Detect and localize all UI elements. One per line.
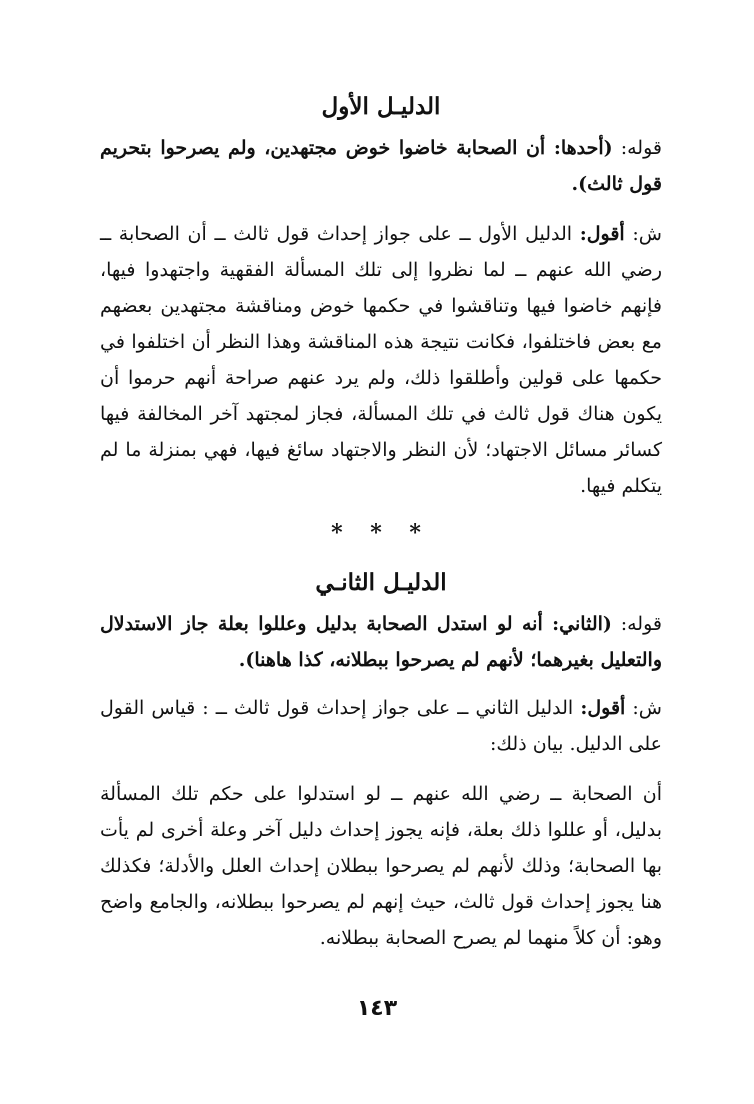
quote-text: (أحدها: أن الصحابة خاضوا خوض مجتهدين، ولم يصرحوا بتحريم قول ثالث). <box>100 137 662 195</box>
commentary-text: الدليل الأول ــ على جواز إحداث قول ثالث ــ أن الصحابة ــ رضي الله عنهم ــ لما نظروا إلى تلك المسألة الفقهية واجتهدوا فيها، فإنهم خاضوا فيها وتناقشوا في حكمها خوض ومناقشة مجتهدين بعضهم مع بعض فاختلفوا، فكانت نتيجة هذه المناقشة وهذا النظر أن اختلفوا في حكمها على قولين وأطلقوا ذلك، ولم يرد عنهم صراحة أنهم حرموا أن يكون هناك قول ثالث في تلك المسألة، فجاز لمجتهد آخر المخالفة فيها كسائر مسائل الاجتهاد؛ لأن النظر والاجتهاد سائغ فيها، فهي بمنزلة ما لم يتكلم فيها. <box>100 223 662 497</box>
commentary-lead-bold: أقول: <box>579 223 625 245</box>
page-body <box>100 92 662 956</box>
section-separator: * * * <box>331 520 431 546</box>
commentary-text: الدليل الثاني ــ على جواز إحداث قول ثالث ــ : قياس القول على الدليل. بيان ذلك: <box>100 697 662 755</box>
commentary-first-proof <box>100 216 662 504</box>
quote-lead: قوله: <box>620 137 662 159</box>
section-heading-first-proof: الدليـل الأول <box>321 93 441 120</box>
quote-first-proof <box>100 130 662 202</box>
commentary-lead: ش: <box>632 697 663 719</box>
explanation-paragraph: أن الصحابة ــ رضي الله عنهم ــ لو استدلوا على حكم تلك المسألة بدليل، أو عللوا ذلك بعلة، فإنه يجوز إحداث دليل آخر وعلة أخرى لم يأت بها الصحابة؛ وذلك لأنهم لم يصرحوا ببطلان إحداث العلل والأدلة؛ فكذلك هنا يجوز إحداث قول ثالث، حيث إنهم لم يصرحوا ببطلانه، والجامع واضح وهو: أن كلاً منهما لم يصرح الصحابة ببطلانه. <box>100 783 662 949</box>
page-number: ١٤٣ <box>356 996 398 1021</box>
section-heading-second-proof: الدليـل الثانـي <box>315 569 447 596</box>
commentary-second-proof <box>100 690 662 762</box>
quote-second-proof <box>100 606 662 678</box>
quote-lead: قوله: <box>620 613 662 635</box>
commentary-lead: ش: <box>632 223 663 245</box>
commentary-lead-bold: أقول: <box>580 697 626 719</box>
quote-text: (الثاني: أنه لو استدل الصحابة بدليل وعللوا بعلة جاز الاستدلال والتعليل بغيرهما؛ لأنهم لم يصرحوا ببطلانه، كذا هاهنا). <box>100 613 662 671</box>
